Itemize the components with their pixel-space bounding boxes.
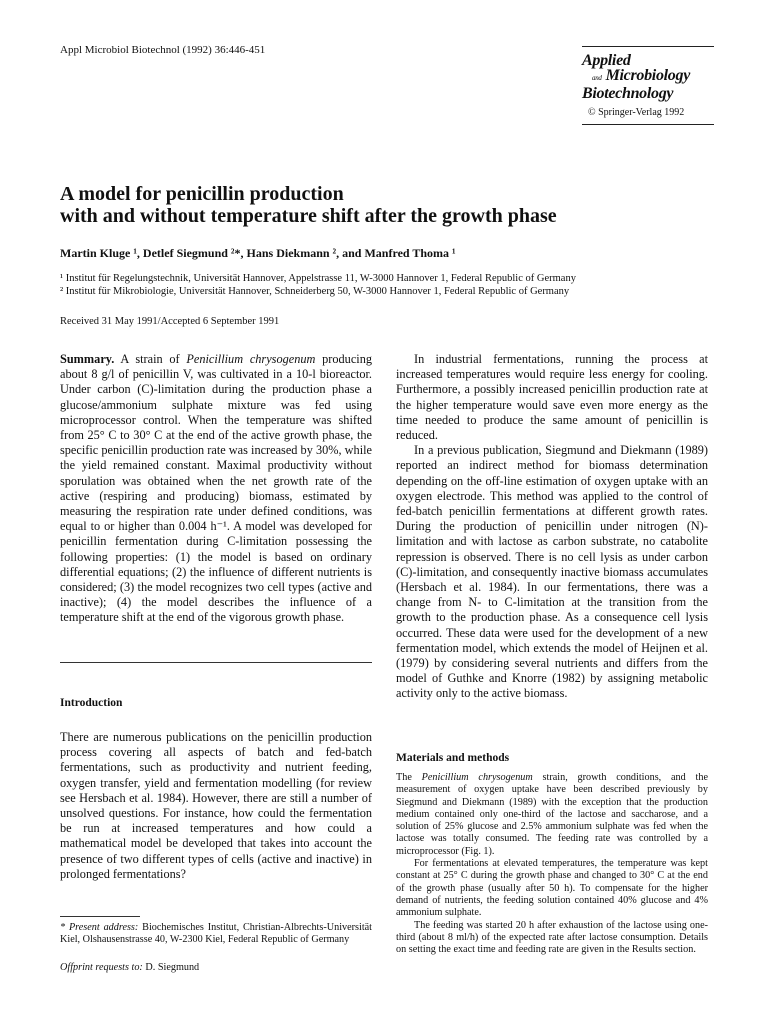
received-date: Received 31 May 1991/Accepted 6 September 1991 [60,316,280,327]
introduction-heading: Introduction [60,697,123,709]
summary-organism: Penicillium chrysogenum [186,352,316,366]
article-title [60,183,720,227]
authors: Martin Kluge ¹, Detlef Siegmund ²*, Hans Diekmann ², and Manfred Thoma ¹ [60,246,456,260]
right-paragraph-1: In industrial fermentations, running the process at increased temperatures would require less energy for cooling. Furthermore, a possibly increased penicillin production rate at the higher temperature would save even more energy as the time needed to produce the same amount of penicillin is reduced. [396,352,708,443]
summary-label: Summary. [60,352,115,366]
logo-biotechnology: Biotechnology [582,85,674,102]
summary-divider [60,662,372,663]
offprint-requests [60,962,199,973]
offprint-text: D. Siegmund [142,962,200,973]
mm-p1-post: strain, growth conditions, and the measurement of oxygen uptake have been described previously by Siegmund and Diekmann (1989) with the exception that the production medium contained only one-third of the lactose and saccharose, and a solution of 25% glucose and 2.5% ammonium sulphate was fed when the lactose was totally consumed. The feeding rate was controlled by a microprocessor (Fig. 1). [396,772,708,857]
summary [60,352,372,626]
logo-top-rule [582,46,714,47]
offprint-label: Offprint requests to: [60,962,143,973]
logo-microbiology-line [582,68,714,86]
mm-organism: Penicillium chrysogenum [421,772,533,783]
mm-paragraph-1 [396,772,708,858]
introduction-text [60,730,372,882]
logo-microbiology: Microbiology [605,67,691,84]
materials-methods-text [396,772,708,956]
present-address-footnote [60,922,372,946]
right-paragraph-2: In a previous publication, Siegmund and Diekmann (1989) reported an indirect method for biomass determination depending on the off-line estimation of oxygen uptake with an oxygen electrode. This method was applied to the control of fed-batch penicillin fermentations at different growth rates. During the production of penicillin under nitrogen (N)-limitation and with lactose as carbon substrate, no catabolite repression is observed. There is no cell lysis as under carbon (C)-limitation, and consequently inactive biomass accumulates (Hersbach et al. 1984). In our fermentations, there was a change from N- to C-limitation at the transition from the growth to the production phase. As a consequence cell lysis occurred. These data were used for the development of a new fermentation model, which extends the model of Heijnen et al. (1979) by considering several nutrients and differs from the model of Guthke and Knorre (1982) by assigning metabolic activity only to the active biomass. [396,443,708,701]
present-address-label: * Present address: [60,922,139,933]
present-address-text: Biochemisches Institut, Christian-Albrechts-Universität Kiel, Olshausenstrasse 40, W-2300 Kiel, Federal Republic of Germany [60,922,373,946]
summary-text-2: producing about 8 g/l of penicillin V, was cultivated in a 10-l bioreactor. Under carbon (C)-limitation during the production phase a glucose/ammonium sulphate mixture was fed using microprocessor control. When the temperature was shifted from 25° C to 30° C at the end of the active growth phase, the specific penicillin production rate was increased by 30%, while the yield remained constant. Maximal productivity without sporulation was obtained when the net growth rate of the active (respiring and producing) biomass, estimated by measuring the respiration rate under defined conditions, was equal to or higher than 0.004 h⁻¹. A model was developed for penicillin fermentation during C-limitation possessing the following properties: (1) the model is based on ordinary differential equations; (2) the influence of different nutrients is considered; (3) the model recognizes two cell types (active and inactive); (4) the model describes the influence of a temperature shift at the end of the vigorous growth phase. [60,352,372,625]
logo-applied: Applied [582,52,631,69]
introduction-paragraph: There are numerous publications on the penicillin production process covering all aspects of batch and fed-batch fermentations, such as productivity and nutrient feeding, oxygen transfer, yield and fermentation modelling (for review see Hersbach et al. 1984). However, there are still a number of unsolved questions. For instance, how could the fermentation be run at increased temperatures and how could a mathematical model be developed that takes into account the presence of two different types of cells (active and inactive) in prolonged fermentations? [60,730,372,881]
title-line-1: A model for penicillin production [60,183,344,205]
copyright: © Springer-Verlag 1992 [588,107,685,118]
footnote-divider [60,916,140,917]
logo-bottom-rule [582,124,714,125]
right-column [396,352,708,702]
summary-text-1: A strain of [114,352,187,366]
title-line-2: with and without temperature shift after the growth phase [60,205,557,227]
materials-methods-heading: Materials and methods [396,752,510,764]
affiliation-2: ² Institut für Mikrobiologie, Universität Hannover, Schneiderberg 50, W-3000 Hannover 1, Federal Republic of Germany [60,286,570,297]
affiliations [60,272,740,298]
logo-and: and [592,74,602,82]
journal-reference: Appl Microbiol Biotechnol (1992) 36:446-451 [60,44,266,56]
mm-paragraph-2: For fermentations at elevated temperatures, the temperature was kept constant at 25° C during the growth phase and changed to 30° C at the end of the growth phase (usually after 50 h). To compensate for the higher demand of nutrients, the feeding solution contained 40% glucose and 4% ammonium sulphate. [396,858,708,919]
mm-p1-pre: The [396,772,422,783]
affiliation-1: ¹ Institut für Regelungstechnik, Universität Hannover, Appelstrasse 11, W-3000 Hannover 1, Federal Republic of Germany [60,273,576,284]
mm-paragraph-3: The feeding was started 20 h after exhaustion of the lactose using one-third (about 8 ml/h) of the expected rate after lactose consumption. Details on setting the exact time and feeding rate are given in the Results section. [396,919,708,956]
journal-logo [582,46,714,125]
